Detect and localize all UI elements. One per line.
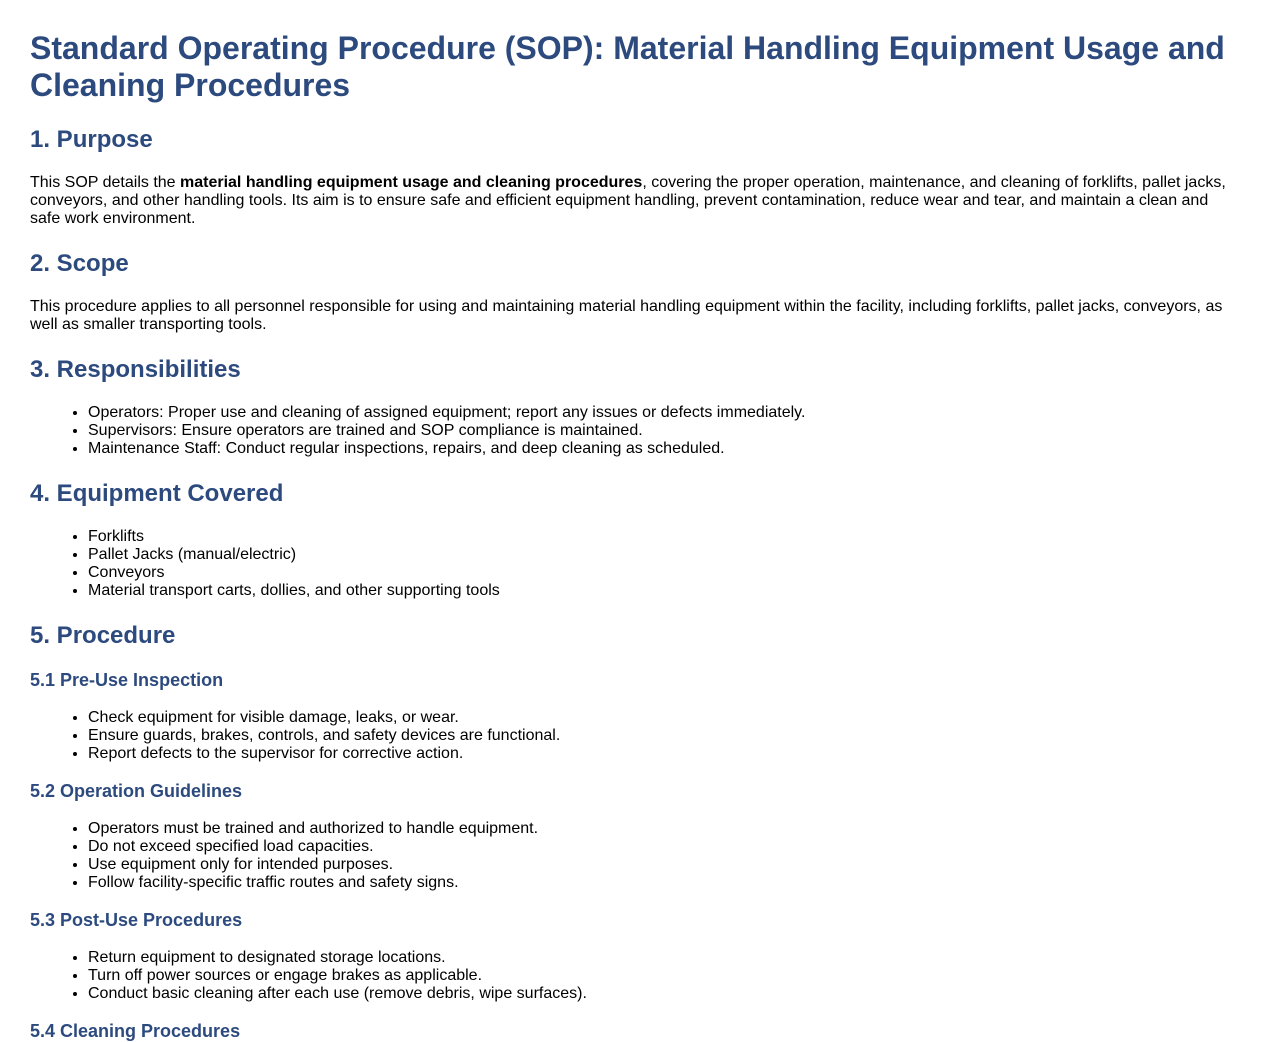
- list-item: • Conduct basic cleaning after each use (remove debris, wipe surfaces).: [88, 985, 1233, 1003]
- equipment-list: [30, 528, 1233, 600]
- list-item: • Do not exceed specified load capacities.: [88, 838, 1233, 856]
- list-item: • Material transport carts, dollies, and other supporting tools: [88, 582, 1233, 600]
- post-use-list: [30, 949, 1233, 1003]
- page-title: Standard Operating Procedure (SOP): Material Handling Equipment Usage and Cleaning Procedures: [30, 30, 1225, 103]
- list-item: • Report defects to the supervisor for corrective action.: [88, 745, 1233, 763]
- section-heading-equipment: 4. Equipment Covered: [30, 480, 284, 507]
- list-item: • Turn off power sources or engage brakes as applicable.: [88, 967, 1233, 985]
- purpose-text-start: This SOP details the: [30, 174, 180, 191]
- list-item: • Operators: Proper use and cleaning of assigned equipment; report any issues or defects immediately.: [88, 404, 1233, 422]
- subsection-heading-operation: 5.2 Operation Guidelines: [30, 781, 243, 801]
- list-item: • Conveyors: [88, 564, 1233, 582]
- operation-list: [30, 820, 1233, 892]
- pre-use-list: [30, 709, 1233, 763]
- subsection-heading-cleaning: 5.4 Cleaning Procedures: [30, 1021, 241, 1041]
- list-item: • Pallet Jacks (manual/electric): [88, 546, 1233, 564]
- list-item: • Use equipment only for intended purposes.: [88, 856, 1233, 874]
- list-item: • Forklifts: [88, 528, 1233, 546]
- section-heading-scope: 2. Scope: [30, 250, 129, 277]
- section-heading-responsibilities: 3. Responsibilities: [30, 356, 241, 383]
- purpose-paragraph: [30, 174, 1233, 228]
- section-heading-purpose: 1. Purpose: [30, 126, 153, 153]
- list-item: • Operators must be trained and authorized to handle equipment.: [88, 820, 1233, 838]
- purpose-text-end: , covering the proper operation, maintenance, and cleaning of forklifts, pallet jacks, conveyors, and other handling tools. Its aim is to ensure safe and efficient equipment handling, prevent contamination, reduce wear and tear, and maintain a clean and safe work environment.: [30, 174, 1226, 227]
- list-item: • Ensure guards, brakes, controls, and safety devices are functional.: [88, 727, 1233, 745]
- list-item: • Maintenance Staff: Conduct regular inspections, repairs, and deep cleaning as scheduled.: [88, 440, 1233, 458]
- list-item: • Supervisors: Ensure operators are trained and SOP compliance is maintained.: [88, 422, 1233, 440]
- list-item: • Return equipment to designated storage locations.: [88, 949, 1233, 967]
- list-item: • Follow facility-specific traffic routes and safety signs.: [88, 874, 1233, 892]
- subsection-heading-pre-use: 5.1 Pre-Use Inspection: [30, 670, 224, 690]
- subsection-heading-post-use: 5.3 Post-Use Procedures: [30, 910, 243, 930]
- purpose-text-bold: material handling equipment usage and cleaning procedures: [180, 174, 643, 191]
- responsibilities-list: [30, 404, 1233, 458]
- list-item: • Check equipment for visible damage, leaks, or wear.: [88, 709, 1233, 727]
- section-heading-procedure: 5. Procedure: [30, 622, 176, 649]
- scope-paragraph: This procedure applies to all personnel responsible for using and maintaining material handling equipment within the facility, including forklifts, pallet jacks, conveyors, as well as smaller transporting tools.: [30, 298, 1223, 333]
